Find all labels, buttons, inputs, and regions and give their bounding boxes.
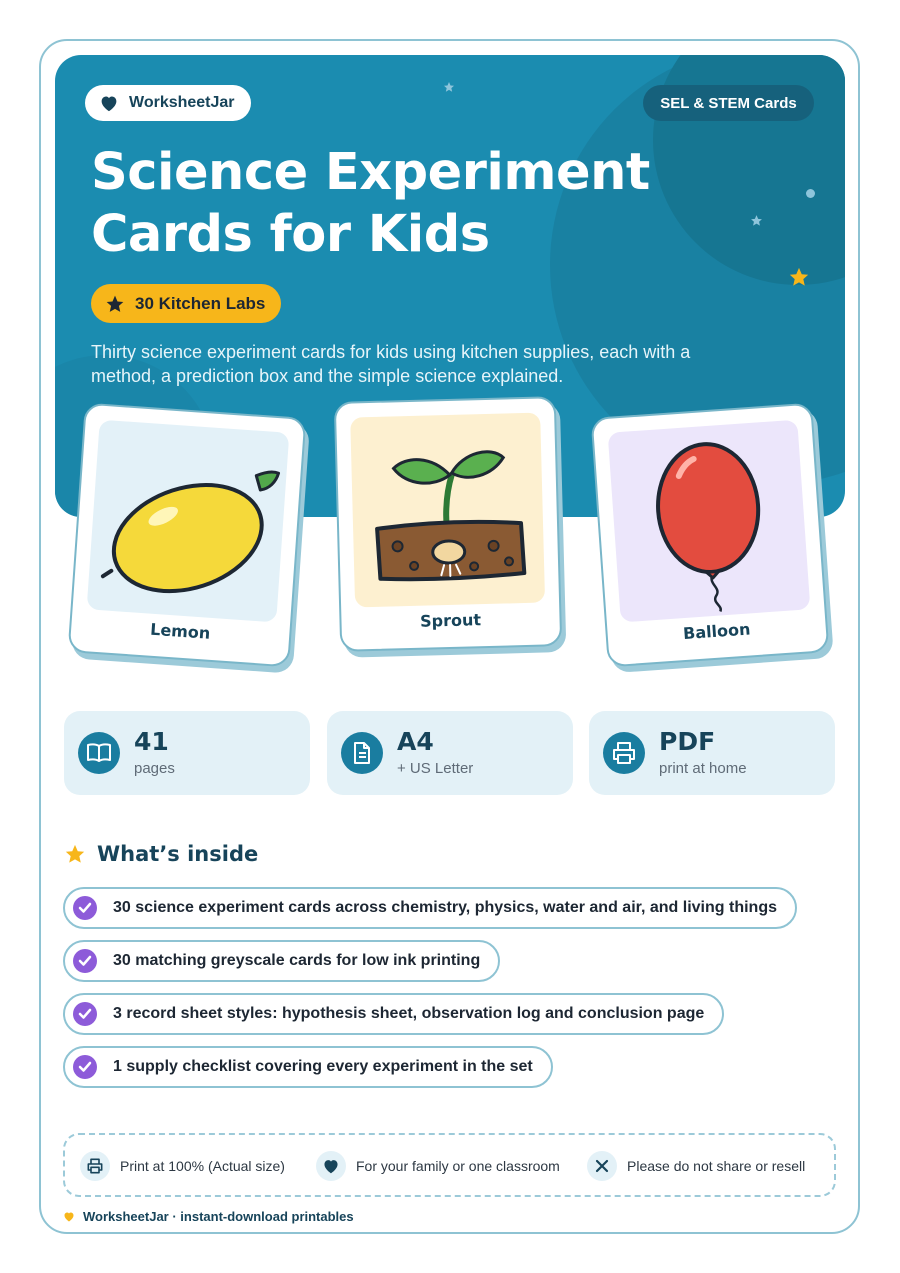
check-icon: [78, 1061, 92, 1073]
document-icon: [352, 741, 372, 765]
usage-notes: [63, 1133, 836, 1197]
card-balloon: [591, 403, 830, 668]
lemon-illustration: [87, 420, 290, 623]
balloon-illustration: [608, 420, 811, 623]
subtitle: Thirty science experiment cards for kids using kitchen supplies, each with a method, a prediction box and the simple science explained.: [91, 342, 691, 386]
small-star-icon: [750, 214, 763, 227]
heart-icon: [99, 94, 119, 112]
close-icon: [595, 1159, 609, 1173]
note-print: Print at 100% (Actual size): [80, 1151, 285, 1181]
stat-pages: 41 pages: [64, 711, 310, 795]
brand-name: WorksheetJar: [129, 94, 235, 111]
category-tag: SEL & STEM Cards: [643, 85, 814, 121]
dot-decoration: [806, 189, 815, 198]
small-star-icon: [443, 81, 455, 93]
star-icon: [64, 843, 86, 865]
page-title: [91, 142, 711, 266]
title-line-2: Cards for Kids: [91, 205, 490, 264]
card-sprout: [334, 396, 562, 652]
list-item: 30 matching greyscale cards for low ink printing: [63, 940, 500, 982]
note-license: For your family or one classroom: [316, 1151, 560, 1181]
check-icon: [78, 1008, 92, 1020]
labs-badge-label: 30 Kitchen Labs: [135, 293, 266, 313]
list-item: 3 record sheet styles: hypothesis sheet, observation log and conclusion page: [63, 993, 724, 1035]
card-label: Sprout: [419, 610, 482, 631]
star-icon: [105, 294, 125, 314]
stat-format: A4 + US Letter: [327, 711, 573, 795]
list-item: 1 supply checklist covering every experiment in the set: [63, 1046, 553, 1088]
card-label: Balloon: [682, 619, 751, 644]
sprout-illustration: [350, 413, 545, 608]
labs-badge: [91, 284, 281, 323]
heart-icon: [322, 1158, 340, 1174]
check-icon: [78, 955, 92, 967]
list-item: 30 science experiment cards across chemistry, physics, water and air, and living things: [63, 887, 797, 929]
printer-icon: [611, 741, 637, 765]
printer-icon: [86, 1158, 104, 1174]
footer-text: WorksheetJar · instant-download printables: [83, 1209, 354, 1224]
book-icon: [86, 742, 112, 764]
section-title: What’s inside: [97, 842, 259, 866]
yellow-star-icon: [788, 266, 810, 288]
check-icon: [78, 902, 92, 914]
heart-icon: [63, 1211, 75, 1222]
card-lemon: [68, 403, 307, 668]
stat-file: PDF print at home: [589, 711, 835, 795]
footer: [63, 1209, 354, 1224]
card-label: Lemon: [149, 619, 211, 643]
note-no-share: Please do not share or resell: [587, 1151, 805, 1181]
brand-badge: [85, 85, 251, 121]
title-line-1: Science Experiment: [91, 143, 650, 202]
